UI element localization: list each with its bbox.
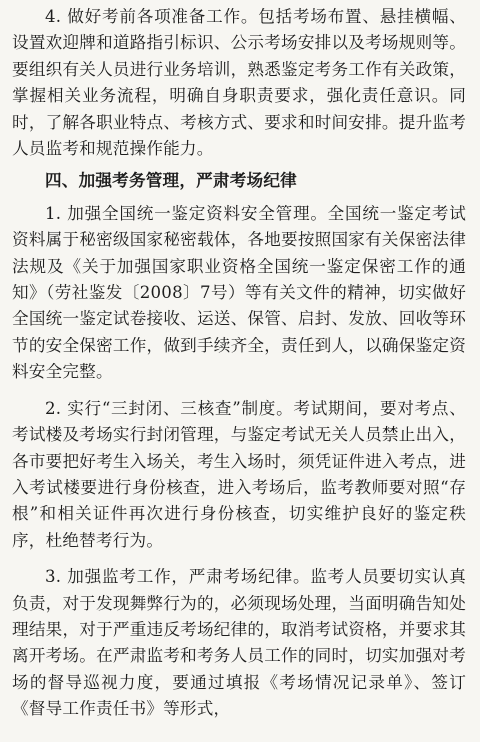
paragraph-exam-preparation: 4. 做好考前各项准备工作。包括考场布置、悬挂横幅、设置欢迎牌和道路指引标识、公示考场安排以及考场规则等。要组织有关人员进行业务培训，熟悉鉴定考务工作有关政策，掌握相关业务流程，明确自身职责要求，强化责任意识。同时，了解各职业特点、考核方式、要求和时间安排。提升监考人员监考和规范操作能力。	[12, 7, 466, 159]
section-heading: 四、加强考务管理，严肃考场纪律	[45, 171, 297, 191]
paragraph-material-security: 1. 加强全国统一鉴定资料安全管理。全国统一鉴定考试资料属于秘密级国家秘密载体，各地要按照国家有关保密法律法规及《关于加强国家职业资格全国统一鉴定保密工作的通知》（劳社鉴发〔2008〕7号）等有关文件的精神，切实做好全国统一鉴定试卷接收、运送、保管、启封、发放、回收等环节的安全保密工作，做到手续齐全，责任到人，以确保鉴定资料安全完整。	[12, 203, 466, 382]
paragraph-invigilation: 3. 加强监考工作，严肃考场纪律。监考人员要切实认真负责，对于发现舞弊行为的，必须现场处理，当面明确告知处理结果，对于严重违反考场纪律的，取消考试资格，并要求其离开考场。在严肃监考和考务人员工作的同时，切实加强对考场的督导巡视力度，要通过填报《考场情况记录单》、签订《督导工作责任书》等形式，	[12, 567, 466, 719]
paragraph-three-closures: 2. 实行“三封闭、三核查”制度。考试期间，要对考点、考试楼及考场实行封闭管理，与鉴定考试无关人员禁止出入，各市要把好考生入场关，考生入场时，须凭证件进入考点，进入考试楼要进行身份核查，进入考场后，监考教师要对照“存根”和相关证件再次进行身份核查，切实维护良好的鉴定秩序，杜绝替考行为。	[12, 398, 466, 550]
